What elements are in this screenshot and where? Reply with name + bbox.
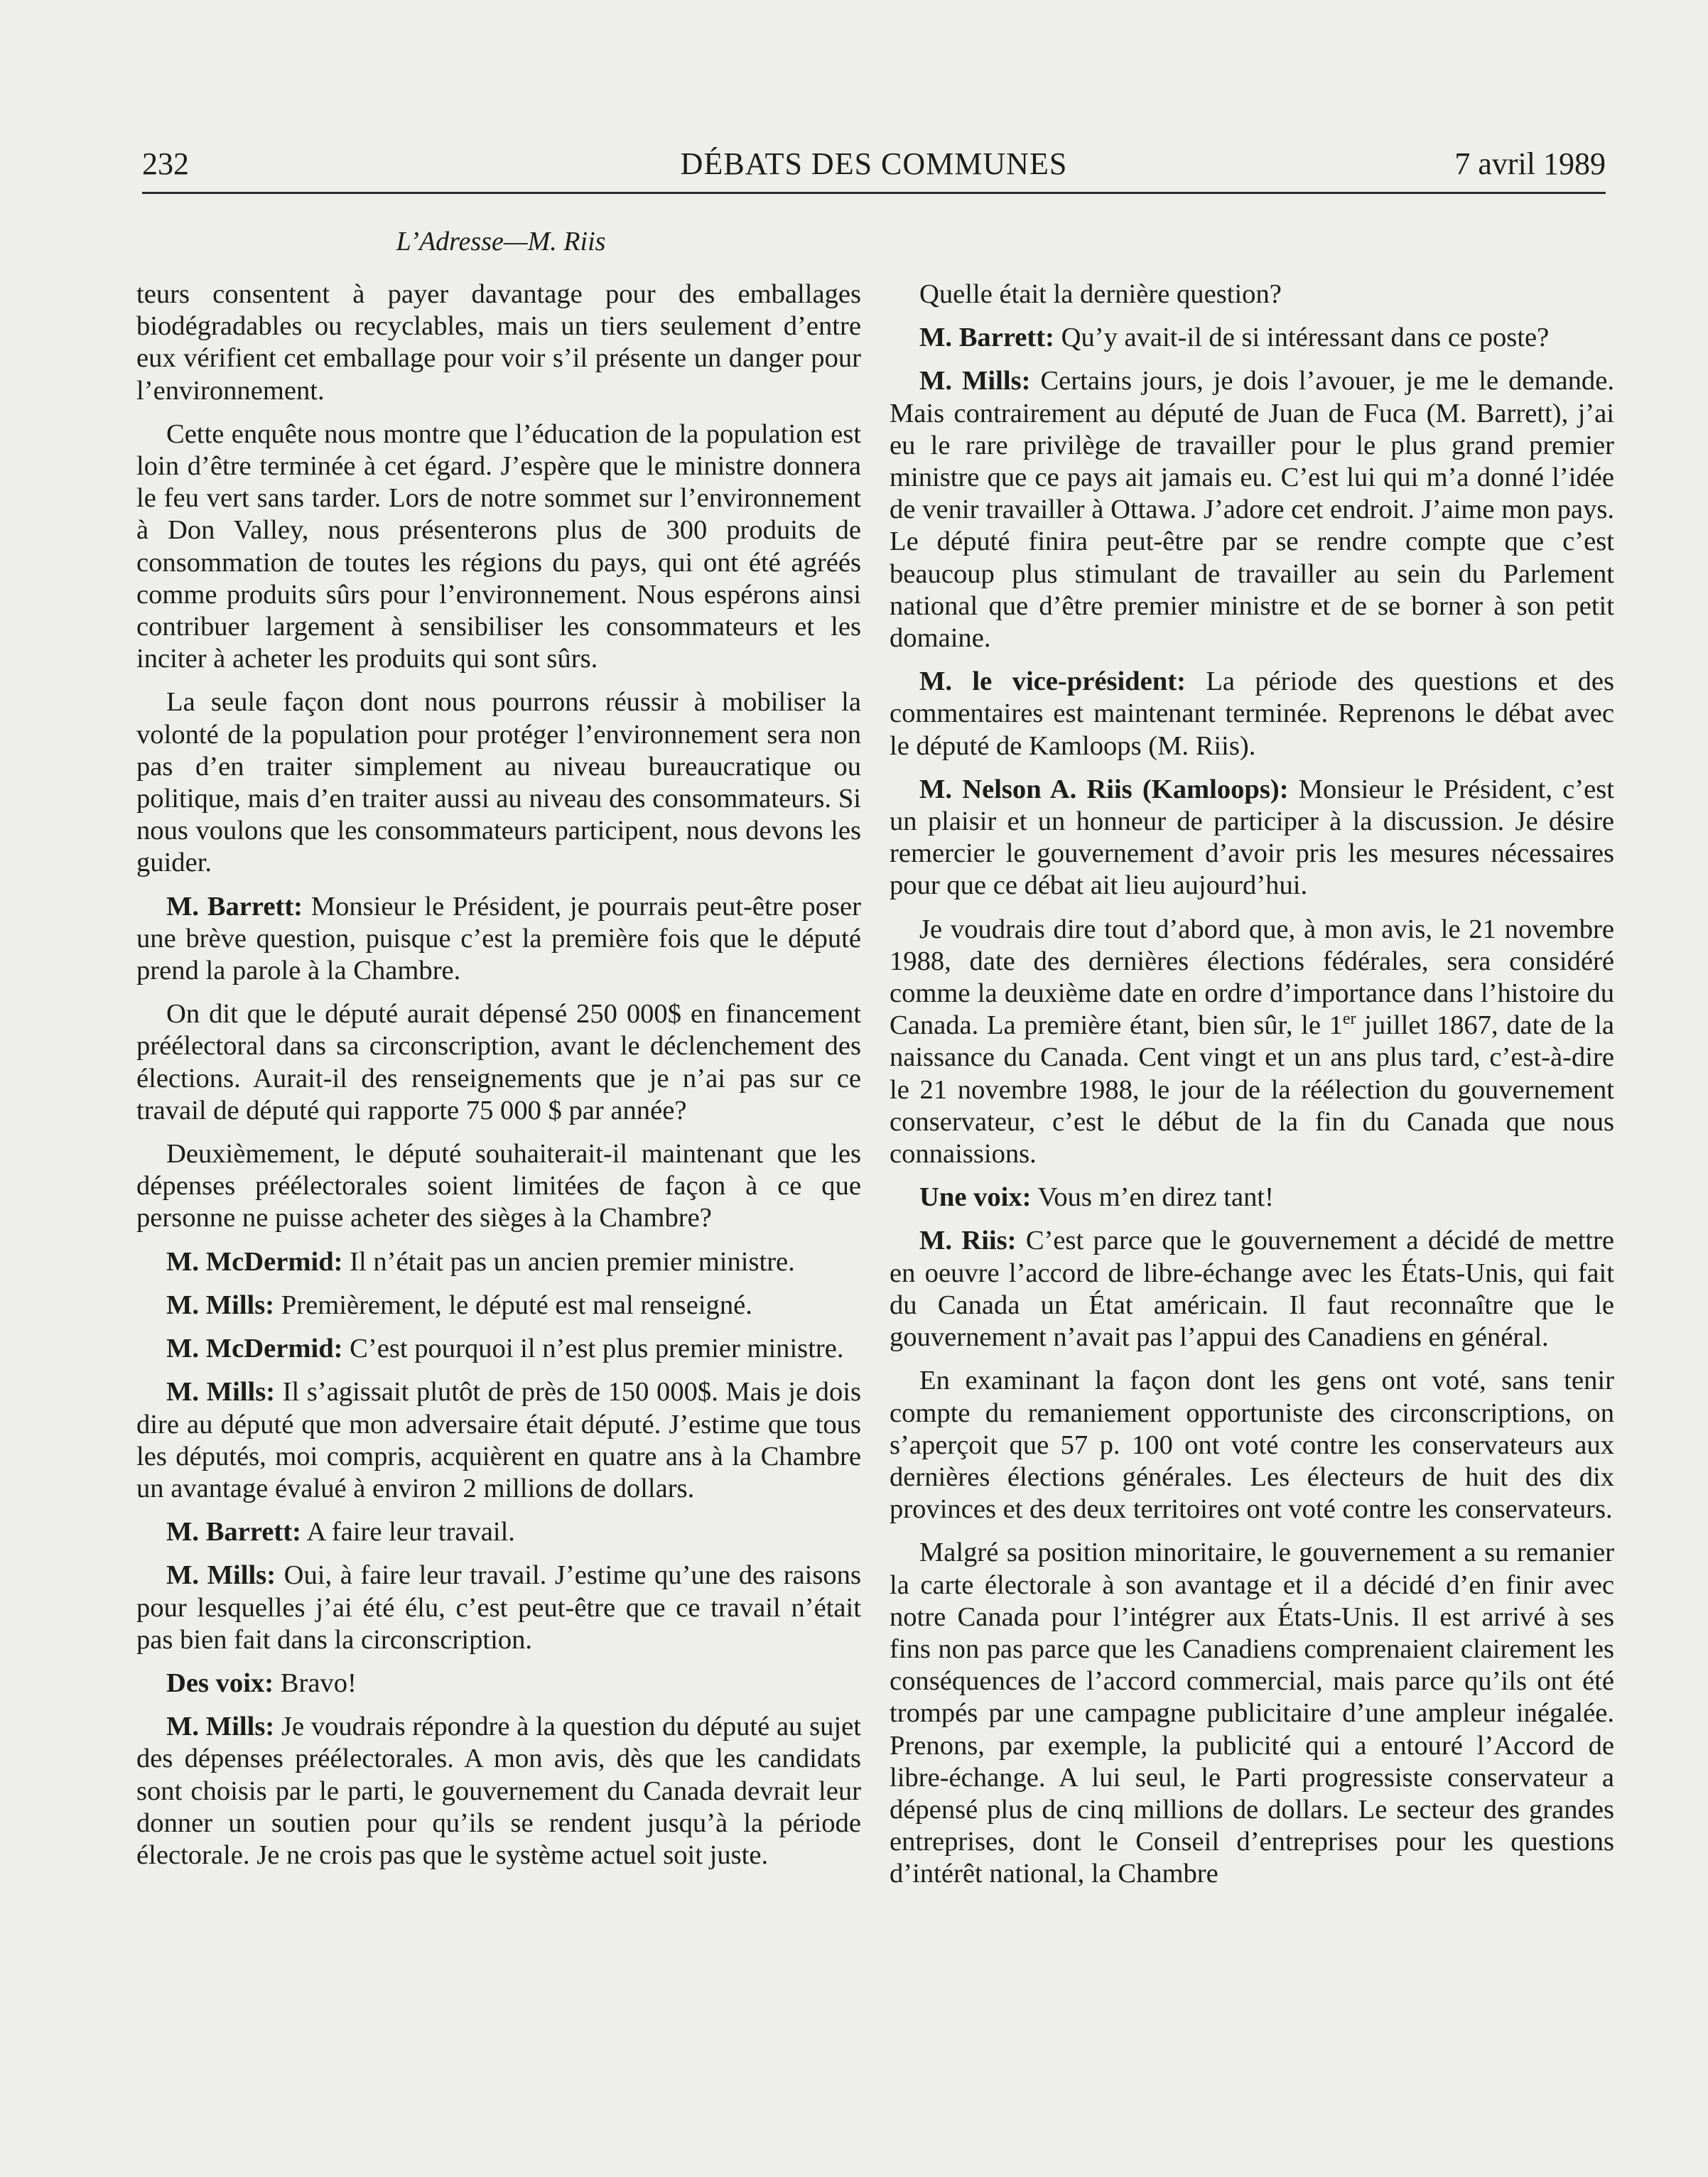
speech: [890, 666, 1614, 762]
paragraph: [136, 1138, 861, 1235]
speech: [136, 1560, 861, 1656]
speaker-name: Une voix:: [919, 1182, 1032, 1213]
paragraph-text: Cette enquête nous montre que l’éducation de la population est loin d’être terminée à cet égard. J’espère que le ministre donnera le feu vert sans tarder. Lors de notre sommet sur l’environnement à Don Valley, nous présenterons plus de 300 produits de consommation de toutes les régions du pays, qui ont été agréés comme produits sûrs pour l’environnement. Nous espérons ainsi contribuer largement à sensibiliser les consommateurs et les inciter à acheter les produits qui sont sûrs.: [136, 418, 861, 674]
paragraph: [890, 1537, 1614, 1890]
paragraph-text: Quelle était la dernière question?: [919, 279, 1282, 309]
speech-text: A faire leur travail.: [306, 1517, 515, 1547]
paragraph-text: juillet 1867, date de la naissance du Canada. Cent vingt et un ans plus tard, c’est-à-dire le 21 novembre 1988, le jour de la réélection du gouvernement conservateur, c’est le début de la fin du Canada que nous connaissions.: [890, 1010, 1614, 1169]
speech-text: Qu’y avait-il de si intéressant dans ce poste?: [1061, 323, 1550, 353]
speaker-name: M. Riis:: [919, 1226, 1017, 1256]
speech: [890, 1182, 1614, 1214]
speaker-name: M. Mills:: [919, 366, 1031, 396]
speech-text: Premièrement, le député est mal renseigné.: [281, 1290, 752, 1320]
speaker-name: M. Nelson A. Riis (Kamloops):: [919, 774, 1289, 804]
paragraph: [136, 418, 861, 676]
speech-text: La période des questions et des commentaires est maintenant terminée. Reprenons le débat avec le député de Kamloops (M. Riis).: [890, 666, 1614, 761]
speech: [136, 891, 861, 988]
speaker-name: M. Barrett:: [166, 1517, 301, 1547]
speech: [890, 365, 1614, 654]
speaker-name: M. Mills:: [166, 1290, 275, 1320]
paragraph: [890, 1365, 1614, 1525]
speaker-name: M. Barrett:: [919, 323, 1054, 353]
ordinal-superscript: er: [1342, 1010, 1356, 1029]
running-head: L’Adresse—M. Riis: [396, 227, 606, 256]
page-header: [142, 142, 1606, 194]
right-column: [890, 279, 1614, 1902]
publication-title: DÉBATS DES COMMUNES: [680, 146, 1068, 181]
speech-text: Il s’agissait plutôt de près de 150 000$. Mais je dois dire au député que mon adversaire était député. J’estime que tous les députés, moi compris, acquièrent en quatre ans à la Chambre un avantage évalué à environ 2 millions de dollars.: [136, 1377, 861, 1503]
left-column: [136, 279, 861, 1883]
speaker-name: M. McDermid:: [166, 1246, 343, 1277]
speech: [136, 1516, 861, 1548]
speech: [136, 1668, 861, 1700]
speech-text: Je voudrais répondre à la question du député au sujet des dépenses préélectorales. A mon avis, dès que les candidats sont choisis par le parti, le gouvernement du Canada devrait leur donner un soutien pour qu’ils se rendent jusqu’à la période électorale. Je ne crois pas que le système actuel soit juste.: [136, 1712, 861, 1870]
speaker-name: M. Mills:: [166, 1377, 276, 1408]
paragraph-text: teurs consentent à payer davantage pour des emballages biodégradables ou recyclables, mais un tiers seulement d’entre eux vérifient cet emballage pour voir s’il présente un danger pour l’environnement.: [136, 279, 861, 406]
paragraph: [136, 686, 861, 879]
paragraph-text: En examinant la façon dont les gens ont voté, sans tenir compte du remaniement opportuniste des circonscriptions, on s’aperçoit que 57 p. 100 ont voté contre les conservateurs aux dernières élections générales. Les électeurs de huit des dix provinces et des deux territoires ont voté contre les conservateurs.: [890, 1366, 1614, 1525]
paragraph: [136, 998, 861, 1127]
speech-text: Monsieur le Président, c’est un plaisir et un honneur de participer à la discussion. Je désire remercier le gouvernement d’avoir pris les mesures nécessaires pour que ce débat ait lieu aujourd’hui.: [890, 774, 1614, 901]
speech: [890, 322, 1614, 354]
speech: [136, 1711, 861, 1871]
speaker-name: M. Barrett:: [166, 891, 303, 922]
speech: [890, 1225, 1614, 1354]
speaker-name: M. Mills:: [166, 1712, 275, 1742]
paragraph: [890, 279, 1614, 310]
speech-text: Certains jours, je dois l’avouer, je me le demande. Mais contrairement au député de Juan de Fuca (M. Barrett), j’ai eu le rare privilège de travailler pour le plus grand premier ministre que ce pays ait jamais eu. C’est lui qui m’a donné l’idée de venir travailler à Ottawa. J’adore cet endroit. J’aime mon pays. Le député finira peut-être par se rendre compte que c’est beaucoup plus stimulant de travailler au sein du Parlement national que d’être premier ministre et de se borner à son petit domaine.: [890, 366, 1614, 654]
speech: [136, 1376, 861, 1505]
paragraph-text: Deuxièmement, le député souhaiterait-il maintenant que les dépenses préélectorales soient limitées de façon à ce que personne ne puisse acheter des sièges à la Chambre?: [136, 1139, 861, 1233]
paragraph-text: Malgré sa position minoritaire, le gouvernement a su remanier la carte électorale à son avantage et il a décidé d’en finir avec notre Canada pour l’intégrer aux États-Unis. Il est arrivé à ses fins non pas parce que les Canadiens comprenaient clairement les conséquences de l’accord commercial, mais parce qu’ils ont été trompés par une campagne publicitaire d’une ampleur inégalée. Prenons, par exemple, la publicité qui a entouré l’Accord de libre-échange. A lui seul, le Parti progressiste conservateur a dépensé plus de cinq millions de dollars. Le secteur des grandes entreprises, dont le Conseil d’entreprises pour les questions d’intérêt national, la Chambre: [890, 1538, 1614, 1889]
speech-text: Vous m’en direz tant!: [1037, 1182, 1274, 1213]
publication-date: 7 avril 1989: [1454, 146, 1606, 181]
speech-text: C’est pourquoi il n’est plus premier ministre.: [350, 1334, 844, 1364]
speech-text: C’est parce que le gouvernement a décidé de mettre en oeuvre l’accord de libre-échange avec les États-Unis, qui fait du Canada un État américain. Il faut reconnaître que le gouvernement n’avait pas l’appui des Canadiens en général.: [890, 1226, 1615, 1353]
speech-text: Monsieur le Président, je pourrais peut-être poser une brève question, puisque c’est la première fois que le député prend la parole à la Chambre.: [136, 891, 861, 986]
speech: [136, 1246, 861, 1278]
speech: [136, 1333, 861, 1365]
speaker-name: Des voix:: [166, 1668, 274, 1698]
paragraph-text: La seule façon dont nous pourrons réussir à mobiliser la volonté de la population pour protéger l’environnement sera non pas d’en traiter simplement au niveau bureaucratique ou politique, mais d’en traiter aussi au niveau des consommateurs. Si nous voulons que les consommateurs participent, nous devons les guider.: [136, 687, 861, 878]
speaker-name: M. McDermid:: [166, 1334, 343, 1364]
page-number: 232: [142, 146, 189, 181]
speech-text: Il n’était pas un ancien premier ministre.: [350, 1246, 795, 1277]
speaker-name: M. le vice-président:: [919, 666, 1186, 697]
paragraph: [136, 279, 861, 407]
speech: [136, 1290, 861, 1322]
speech-text: Bravo!: [280, 1668, 357, 1698]
speech: [890, 774, 1614, 902]
paragraph-text: Je voudrais dire tout d’abord que, à mon avis, le 21 novembre 1988, date des dernières élections fédérales, sera considéré comme la deuxième date en ordre d’importance dans l’histoire du Canada. La première étant, bien sûr, le 1: [890, 914, 1614, 1041]
speech-text: Oui, à faire leur travail. J’estime qu’une des raisons pour lesquelles j’ai été élu, c’est peut-être que ce travail n’était pas bien fait dans la circonscription.: [136, 1560, 861, 1655]
speaker-name: M. Mills:: [166, 1560, 276, 1591]
paragraph: [890, 914, 1614, 1171]
paragraph-text: On dit que le député aurait dépensé 250 000$ en financement préélectoral dans sa circonscription, avant le déclenchement des élections. Aurait-il des renseignements que je n’ai pas sur ce travail de député qui rapporte 75 000 $ par année?: [136, 999, 861, 1125]
